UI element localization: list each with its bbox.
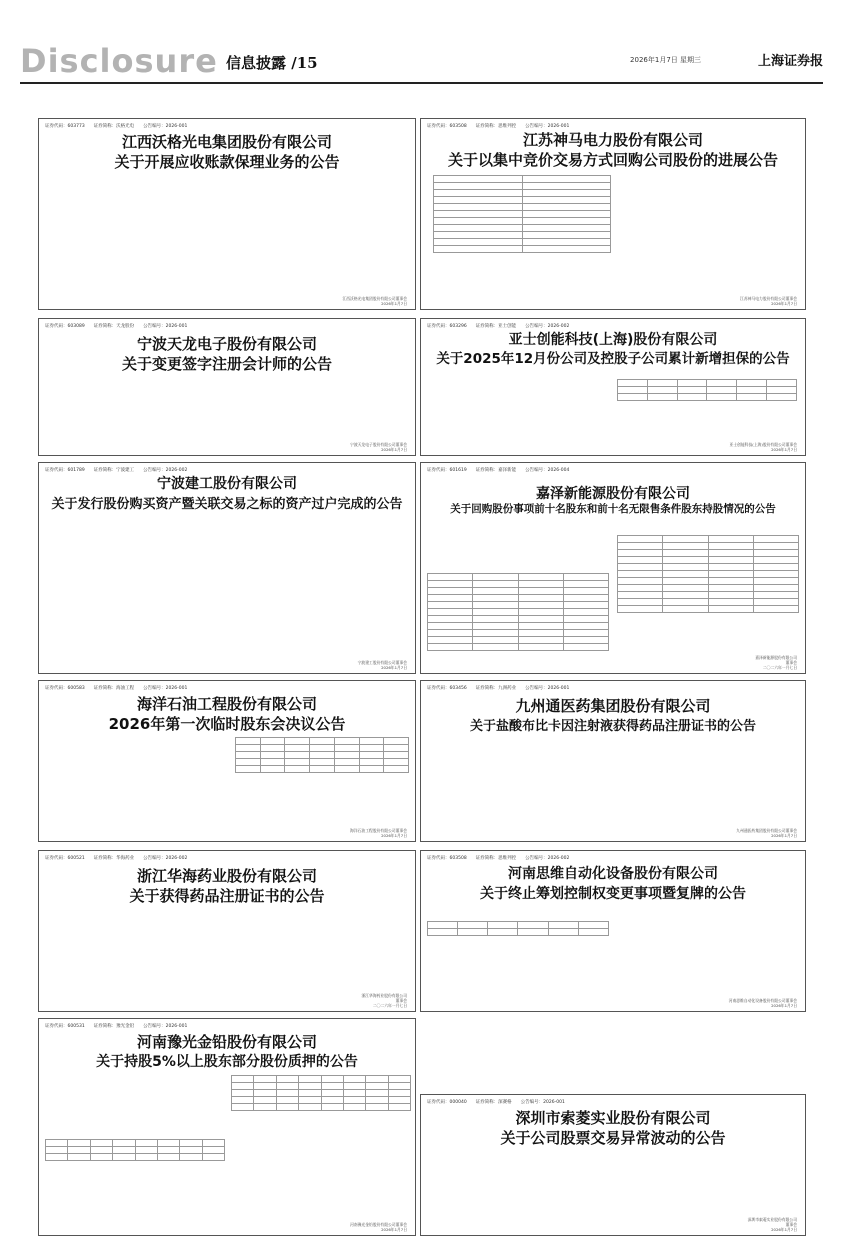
notice-signature: 深圳市索菱实业股份有限公司 董事会 2026年1月7日 [747,1217,797,1232]
notice-henan-sw [420,850,806,1012]
notice-heading: 关于2025年12月份公司及控股子公司累计新增担保的公告 [436,351,790,367]
notice-codes: 证券代码：603508 证券简称：思维列控 公告编号：2026-002 [427,856,570,861]
notice-signature: 江西沃格光电集团股份有限公司董事会 2026年1月7日 [342,296,407,306]
notice-signature: 嘉泽新能源股份有限公司 董事会 二〇二六年一月七日 [755,655,797,670]
notice-body [427,737,799,825]
issue-date: 2026年1月7日 星期三 [630,56,701,64]
notice-body [45,173,409,291]
shareholders-table-right [617,535,799,613]
notice-codes: 证券代码：601789 证券简称：宁波建工 公告编号：2026-002 [45,468,188,473]
notice-body [427,905,799,995]
notice-company: 深圳市索菱实业股份有限公司 [515,1109,711,1127]
notice-company: 河南思维自动化设备股份有限公司 [508,866,718,882]
notice-codes: 证券代码：603296 证券简称：亚士创能 公告编号：2026-002 [427,324,570,329]
notice-heading: 关于终止筹划控制权变更事项暨复牌的公告 [480,886,746,902]
notice-body [427,1149,799,1217]
newspaper-name: 上海证券报 [757,54,823,69]
notice-body [45,907,409,995]
notice-signature: 海洋石油工程股份有限公司董事会 2026年1月7日 [350,828,407,838]
vote-table [235,737,409,773]
notice-signature: 河南思维自动化设备股份有限公司董事会 2026年1月7日 [728,998,797,1008]
notice-jiuzhou [420,680,806,842]
notice-codes: 证券代码：600583 证券简称：海油工程 公告编号：2026-001 [45,686,188,691]
notice-codes: 证券代码：600521 证券简称：华海药业 公告编号：2026-002 [45,856,188,861]
notice-codes: 证券代码：603773 证券简称：沃格光电 公告编号：2026-001 [45,124,188,129]
notice-heading: 2026年第一次临时股东会决议公告 [108,715,346,733]
notice-company: 宁波建工股份有限公司 [157,476,297,492]
brand-logo: Disclosure [20,42,218,80]
notice-company: 海洋石油工程股份有限公司 [136,695,317,713]
notice-codes: 证券代码：600531 证券简称：豫光金铅 公告编号：2026-001 [45,1024,188,1029]
notice-heading: 关于公司股票交易异常波动的公告 [500,1129,726,1147]
notice-ningbo-tl [38,318,416,456]
notice-codes: 证券代码：603456 证券简称：九洲药业 公告编号：2026-001 [427,686,570,691]
notice-signature: 河南豫光金铅股份有限公司董事会 2026年1月7日 [350,1222,407,1232]
notice-company: 江苏神马电力股份有限公司 [522,131,703,149]
notice-heading: 关于开展应收账款保理业务的公告 [114,153,340,171]
notice-ningbo-jg [38,462,416,674]
notice-signature: 浙江华海药业股份有限公司 董事会 二〇二六年一月七日 [361,993,407,1008]
notice-henan-yg [38,1018,416,1236]
notice-body [427,369,609,439]
pledge-table-right [231,1075,411,1111]
notice-body [45,515,409,657]
notice-company: 嘉泽新能源股份有限公司 [536,486,690,502]
notice-company: 亚士创能科技(上海)股份有限公司 [508,332,718,348]
notice-signature: 宁波天龙电子股份有限公司董事会 2026年1月7日 [350,442,407,452]
notice-codes: 证券代码：603508 证券简称：思维列控 公告编号：2026-001 [427,124,570,129]
notice-signature: 宁波建工股份有限公司董事会 2026年1月7日 [357,660,407,670]
notice-company: 江西沃格光电集团股份有限公司 [121,133,332,151]
notice-heading: 关于持股5%以上股东部分股份质押的公告 [96,1054,358,1070]
notice-body [45,737,219,825]
notice-codes: 证券代码：601619 证券简称：嘉泽新能 公告编号：2026-004 [427,468,570,473]
section-title: 信息披露 /15 [226,54,318,72]
notice-body [427,519,609,569]
notice-signature: 亚士创能科技(上海)股份有限公司董事会 2026年1月7日 [729,442,797,452]
notice-zhejiang [38,850,416,1012]
notice-codes: 证券代码：000040 证券简称：深赛格 公告编号：2026-001 [427,1100,565,1105]
buyback-table [433,175,611,253]
notice-body [45,1075,221,1135]
notice-shenzhen [420,1094,806,1236]
notice-body [45,375,409,439]
notice-codes: 证券代码：603089 证券简称：天龙股份 公告编号：2026-001 [45,324,188,329]
notice-heading: 关于回购股份事项前十名股东和前十名无限售条件股东持股情况的公告 [450,503,776,515]
masthead [20,44,823,80]
notice-heading: 关于盐酸布比卡因注射液获得药品注册证书的公告 [469,719,756,734]
guarantee-table [617,379,797,401]
notice-heading: 关于获得药品注册证书的公告 [129,887,325,905]
notice-signature: 九州通医药集团股份有限公司董事会 2026年1月7日 [736,828,797,838]
notice-yashi [420,318,806,456]
pledge-table-left [45,1139,225,1161]
shareholders-table-left [427,573,609,651]
notice-company: 九州通医药集团股份有限公司 [515,697,711,715]
notice-heading: 关于发行股份购买资产暨关联交易之标的资产过户完成的公告 [51,497,403,512]
notice-company: 浙江华海药业股份有限公司 [136,867,317,885]
notice-company: 宁波天龙电子股份有限公司 [136,335,317,353]
notice-heading: 关于变更签字注册会计师的公告 [121,355,332,373]
notice-company: 河南豫光金铅股份有限公司 [136,1033,317,1051]
notice-body [617,175,799,291]
notice-jiangxi [38,118,416,310]
notice-signature: 江苏神马电力股份有限公司董事会 2026年1月7日 [740,296,797,306]
notice-jiaze [420,462,806,674]
notice-jiangsu [420,118,806,310]
notice-haiyang [38,680,416,842]
notice-heading: 关于以集中竞价交易方式回购公司股份的进展公告 [447,151,778,169]
masthead-divider [20,82,823,84]
